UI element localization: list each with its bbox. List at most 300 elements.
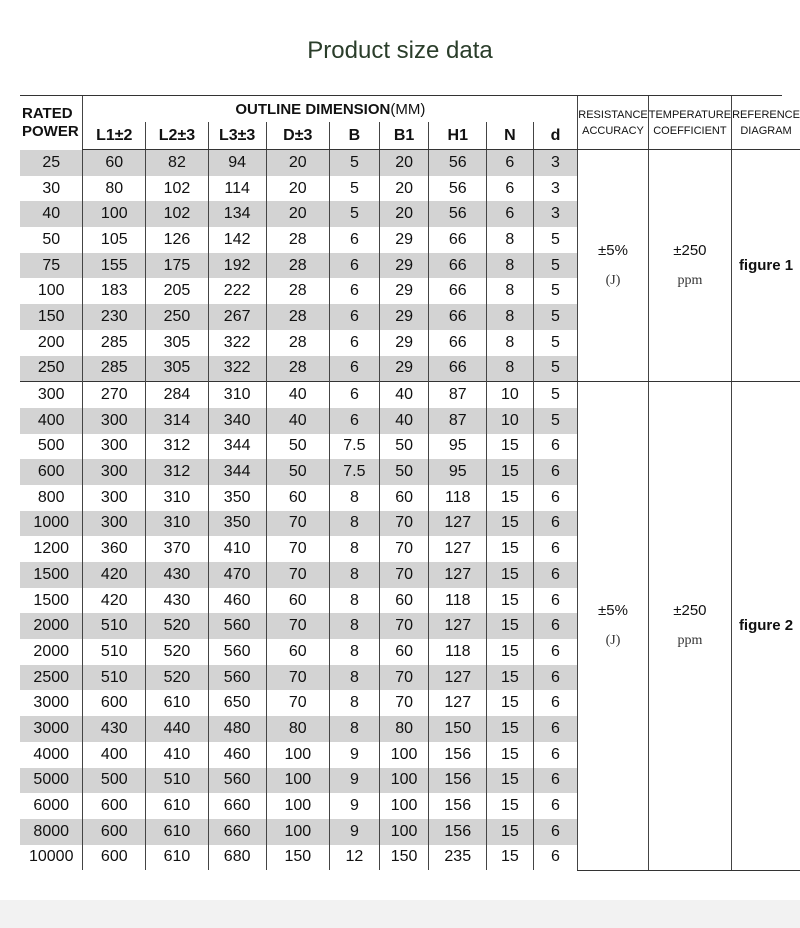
dimension-cell: 29 [379, 278, 429, 304]
rated-power-cell: 30 [42, 179, 61, 197]
dimension-cell: 410 [146, 742, 209, 768]
rated-power-cell: 4000 [33, 745, 70, 763]
dimension-cell: 28 [266, 356, 330, 382]
dimension-cell: 15 [487, 690, 534, 716]
dimension-cell: 9 [330, 742, 380, 768]
rated-power-cell: 10000 [28, 848, 74, 866]
dimension-cell: 300 [83, 459, 146, 485]
rated-power-cell: 2500 [20, 665, 83, 691]
dimension-cell: 127 [429, 536, 487, 562]
dimension-cell: 70 [266, 613, 330, 639]
dimension-cell: 350 [208, 511, 266, 537]
dimension-cell: 230 [83, 304, 146, 330]
dimension-cell: 29 [379, 227, 429, 253]
dimension-cell: 70 [379, 511, 429, 537]
dimension-cell: 100 [266, 768, 330, 794]
dimension-cell: 100 [83, 201, 146, 227]
dimension-cell: 70 [379, 690, 429, 716]
dimension-cell: 400 [83, 742, 146, 768]
dimension-cell: 340 [208, 408, 266, 434]
dimension-cell: 5 [533, 278, 578, 304]
dimension-cell: 6 [533, 511, 578, 537]
column-header: L3±3 [208, 122, 266, 150]
dimension-cell: 8 [487, 227, 534, 253]
dimension-cell: 235 [429, 845, 487, 871]
dimension-cell: 6 [533, 485, 578, 511]
dimension-cell: 94 [208, 150, 266, 176]
dimension-cell: 40 [379, 408, 429, 434]
dimension-cell: 156 [429, 742, 487, 768]
dimension-cell: 15 [487, 819, 534, 845]
rated-power-cell: 40 [20, 201, 83, 227]
dimension-cell: 114 [208, 176, 266, 202]
dimension-cell: 15 [487, 459, 534, 485]
dimension-cell: 127 [429, 665, 487, 691]
reference-diagram-header: REFERENCE DIAGRAM [732, 96, 800, 150]
dimension-cell: 156 [429, 819, 487, 845]
dimension-cell: 20 [379, 176, 429, 202]
dimension-cell: 15 [487, 845, 534, 871]
dimension-cell: 6 [330, 408, 380, 434]
column-header: B [330, 122, 380, 150]
dimension-cell: 20 [266, 201, 330, 227]
dimension-cell: 5 [533, 227, 578, 253]
rated-power-cell: 100 [37, 282, 65, 300]
dimension-cell: 10 [487, 408, 534, 434]
dimension-cell: 82 [146, 150, 209, 176]
dimension-cell: 660 [208, 793, 266, 819]
dimension-cell: 250 [146, 304, 209, 330]
rated-power-cell: 400 [20, 408, 83, 434]
dimension-cell: 66 [429, 304, 487, 330]
dimension-cell: 15 [487, 742, 534, 768]
dimension-cell: 20 [379, 150, 429, 176]
dimension-cell: 6 [330, 330, 380, 356]
dimension-cell: 205 [146, 278, 209, 304]
dimension-cell: 310 [146, 511, 209, 537]
dimension-cell: 10 [487, 382, 534, 408]
dimension-cell: 6 [533, 690, 578, 716]
dimension-cell: 610 [146, 793, 209, 819]
dimension-cell: 95 [429, 459, 487, 485]
dimension-cell: 8 [487, 278, 534, 304]
dimension-cell: 6 [533, 793, 578, 819]
dimension-cell: 560 [208, 639, 266, 665]
dimension-cell: 285 [83, 330, 146, 356]
table-row [20, 150, 800, 176]
dimension-cell: 100 [379, 819, 429, 845]
dimension-cell: 5 [330, 201, 380, 227]
dimension-cell: 70 [379, 613, 429, 639]
dimension-cell: 284 [146, 382, 209, 408]
dimension-cell: 3 [533, 150, 578, 176]
page-title: Product size data [307, 37, 493, 64]
dimension-cell: 60 [266, 485, 330, 511]
dimension-cell: 312 [146, 434, 209, 460]
dimension-cell: 175 [146, 253, 209, 279]
dimension-cell: 29 [379, 253, 429, 279]
dimension-cell: 560 [208, 768, 266, 794]
dimension-cell: 80 [266, 716, 330, 742]
dimension-cell: 8 [487, 330, 534, 356]
dimension-cell: 6 [330, 278, 380, 304]
dimension-cell: 430 [146, 588, 209, 614]
dimension-cell: 70 [379, 665, 429, 691]
dimension-cell: 5 [330, 150, 380, 176]
dimension-cell: 87 [429, 382, 487, 408]
column-header: d [533, 122, 578, 150]
dimension-cell: 6 [533, 845, 578, 871]
dimension-cell: 305 [146, 356, 209, 382]
dimension-cell: 9 [330, 793, 380, 819]
dimension-cell: 6 [533, 562, 578, 588]
dimension-cell: 600 [83, 690, 146, 716]
dimension-cell: 50 [379, 434, 429, 460]
dimension-cell: 3 [533, 176, 578, 202]
dimension-cell: 15 [487, 511, 534, 537]
dimension-cell: 66 [429, 356, 487, 382]
table-row [20, 382, 800, 408]
reference-diagram-cell: figure 2 [732, 382, 800, 871]
dimension-cell: 460 [208, 588, 266, 614]
rated-power-cell: 150 [20, 304, 83, 330]
dimension-cell: 50 [266, 434, 330, 460]
dimension-cell: 118 [429, 588, 487, 614]
dimension-cell: 50 [266, 459, 330, 485]
dimension-cell: 6 [330, 356, 380, 382]
dimension-cell: 600 [83, 793, 146, 819]
dimension-cell: 430 [83, 716, 146, 742]
dimension-cell: 6 [533, 819, 578, 845]
dimension-cell: 15 [487, 562, 534, 588]
dimension-cell: 6 [487, 150, 534, 176]
dimension-cell: 520 [146, 613, 209, 639]
dimension-cell: 7.5 [330, 434, 380, 460]
dimension-cell: 28 [266, 227, 330, 253]
dimension-cell: 126 [146, 227, 209, 253]
dimension-cell: 560 [208, 613, 266, 639]
dimension-cell: 510 [83, 665, 146, 691]
dimension-cell: 8 [330, 588, 380, 614]
column-header: N [487, 122, 534, 150]
rated-power-cell: 300 [20, 382, 83, 408]
resistance-accuracy-cell: ±5% (J) [578, 150, 648, 382]
dimension-cell: 285 [83, 356, 146, 382]
dimension-cell: 410 [208, 536, 266, 562]
dimension-cell: 95 [429, 434, 487, 460]
dimension-cell: 127 [429, 511, 487, 537]
dimension-cell: 8 [330, 690, 380, 716]
column-header: L2±3 [146, 122, 209, 150]
page-bottom-band [0, 900, 800, 928]
rated-power-cell: 2000 [20, 613, 83, 639]
dimension-cell: 15 [487, 716, 534, 742]
dimension-cell: 150 [379, 845, 429, 871]
dimension-cell: 370 [146, 536, 209, 562]
dimension-cell: 9 [330, 819, 380, 845]
dimension-cell: 3 [533, 201, 578, 227]
dimension-cell: 100 [379, 793, 429, 819]
dimension-cell: 600 [83, 845, 146, 871]
dimension-cell: 28 [266, 253, 330, 279]
rated-power-cell: 1200 [33, 540, 70, 558]
dimension-cell: 15 [487, 613, 534, 639]
dimension-cell: 270 [83, 382, 146, 408]
resistance-accuracy-header: RESISTANCE ACCURACY [578, 96, 648, 150]
dimension-cell: 142 [208, 227, 266, 253]
rated-power-cell: 5000 [20, 768, 83, 794]
dimension-cell: 127 [429, 690, 487, 716]
product-size-table [20, 96, 800, 871]
dimension-cell: 15 [487, 665, 534, 691]
rated-power-cell: 8000 [20, 819, 83, 845]
dimension-cell: 314 [146, 408, 209, 434]
dimension-cell: 650 [208, 690, 266, 716]
dimension-cell: 28 [266, 304, 330, 330]
dimension-cell: 322 [208, 356, 266, 382]
dimension-cell: 156 [429, 768, 487, 794]
dimension-cell: 6 [330, 304, 380, 330]
dimension-cell: 500 [83, 768, 146, 794]
dimension-cell: 28 [266, 330, 330, 356]
dimension-cell: 600 [83, 819, 146, 845]
dimension-cell: 8 [330, 613, 380, 639]
dimension-cell: 87 [429, 408, 487, 434]
dimension-cell: 118 [429, 485, 487, 511]
dimension-cell: 6 [533, 588, 578, 614]
dimension-cell: 12 [330, 845, 380, 871]
dimension-cell: 66 [429, 330, 487, 356]
dimension-cell: 20 [379, 201, 429, 227]
dimension-cell: 344 [208, 459, 266, 485]
dimension-cell: 56 [429, 201, 487, 227]
reference-diagram-cell: figure 1 [732, 150, 800, 382]
dimension-cell: 156 [429, 793, 487, 819]
dimension-cell: 300 [83, 434, 146, 460]
dimension-cell: 118 [429, 639, 487, 665]
rated-power-cell: 500 [37, 437, 65, 455]
rated-power-cell: 75 [20, 253, 83, 279]
temperature-coefficient-header: TEMPERATURE COEFFICIENT [648, 96, 731, 150]
dimension-cell: 6 [330, 382, 380, 408]
rated-power-cell: 1000 [20, 511, 83, 537]
dimension-cell: 15 [487, 793, 534, 819]
rated-power-cell: 3000 [20, 716, 83, 742]
dimension-cell: 80 [83, 176, 146, 202]
resistance-accuracy-cell: ±5% (J) [578, 382, 648, 871]
dimension-cell: 8 [330, 665, 380, 691]
dimension-cell: 60 [379, 639, 429, 665]
dimension-cell: 6 [533, 613, 578, 639]
dimension-cell: 8 [330, 536, 380, 562]
dimension-cell: 102 [146, 201, 209, 227]
column-header: D±3 [266, 122, 330, 150]
dimension-cell: 5 [533, 253, 578, 279]
dimension-cell: 127 [429, 562, 487, 588]
dimension-cell: 610 [146, 819, 209, 845]
dimension-cell: 20 [266, 176, 330, 202]
dimension-cell: 310 [208, 382, 266, 408]
rated-power-cell: 200 [37, 333, 65, 351]
dimension-cell: 20 [266, 150, 330, 176]
outline-dimension-header: OUTLINE DIMENSION(MM) [83, 96, 578, 122]
dimension-cell: 150 [429, 716, 487, 742]
dimension-cell: 5 [533, 304, 578, 330]
temperature-coefficient-cell: ±250 ppm [648, 150, 731, 382]
dimension-cell: 100 [266, 819, 330, 845]
dimension-cell: 100 [266, 793, 330, 819]
dimension-cell: 80 [379, 716, 429, 742]
dimension-cell: 6 [487, 201, 534, 227]
dimension-cell: 6 [533, 742, 578, 768]
dimension-cell: 6 [330, 253, 380, 279]
dimension-cell: 29 [379, 304, 429, 330]
dimension-cell: 15 [487, 434, 534, 460]
dimension-cell: 430 [146, 562, 209, 588]
dimension-cell: 8 [330, 511, 380, 537]
rated-power-cell: 2000 [33, 642, 70, 660]
dimension-cell: 5 [330, 176, 380, 202]
rated-power-cell: 6000 [33, 797, 70, 815]
dimension-cell: 40 [379, 382, 429, 408]
dimension-cell: 300 [83, 511, 146, 537]
dimension-cell: 420 [83, 562, 146, 588]
rated-power-cell: 1500 [33, 591, 70, 609]
dimension-cell: 660 [208, 819, 266, 845]
column-header: H1 [429, 122, 487, 150]
column-header: L1±2 [83, 122, 146, 150]
dimension-cell: 6 [533, 434, 578, 460]
dimension-cell: 70 [266, 536, 330, 562]
rated-power-cell: 25 [20, 150, 83, 176]
dimension-cell: 300 [83, 408, 146, 434]
dimension-cell: 70 [266, 690, 330, 716]
rated-power-cell: 1500 [20, 562, 83, 588]
dimension-cell: 102 [146, 176, 209, 202]
dimension-cell: 360 [83, 536, 146, 562]
dimension-cell: 440 [146, 716, 209, 742]
dimension-cell: 310 [146, 485, 209, 511]
dimension-cell: 8 [330, 639, 380, 665]
dimension-cell: 5 [533, 356, 578, 382]
dimension-cell: 105 [83, 227, 146, 253]
temperature-coefficient-cell: ±250 ppm [648, 382, 731, 871]
dimension-cell: 6 [533, 716, 578, 742]
dimension-cell: 322 [208, 330, 266, 356]
rated-power-cell: 3000 [33, 694, 70, 712]
dimension-cell: 680 [208, 845, 266, 871]
dimension-cell: 350 [208, 485, 266, 511]
dimension-cell: 480 [208, 716, 266, 742]
dimension-cell: 70 [266, 562, 330, 588]
dimension-cell: 460 [208, 742, 266, 768]
dimension-cell: 300 [83, 485, 146, 511]
dimension-cell: 510 [83, 613, 146, 639]
dimension-cell: 6 [487, 176, 534, 202]
dimension-cell: 28 [266, 278, 330, 304]
dimension-cell: 7.5 [330, 459, 380, 485]
dimension-cell: 520 [146, 665, 209, 691]
dimension-cell: 134 [208, 201, 266, 227]
dimension-cell: 344 [208, 434, 266, 460]
dimension-cell: 6 [533, 639, 578, 665]
dimension-cell: 510 [146, 768, 209, 794]
dimension-cell: 8 [487, 304, 534, 330]
dimension-cell: 610 [146, 690, 209, 716]
dimension-cell: 15 [487, 588, 534, 614]
rated-power-cell: 600 [20, 459, 83, 485]
dimension-cell: 6 [533, 459, 578, 485]
dimension-cell: 470 [208, 562, 266, 588]
dimension-cell: 6 [533, 536, 578, 562]
dimension-cell: 15 [487, 768, 534, 794]
dimension-cell: 420 [83, 588, 146, 614]
dimension-cell: 8 [330, 716, 380, 742]
dimension-cell: 60 [83, 150, 146, 176]
dimension-cell: 29 [379, 356, 429, 382]
dimension-cell: 29 [379, 330, 429, 356]
rated-power-cell: 800 [37, 488, 65, 506]
dimension-cell: 50 [379, 459, 429, 485]
column-header: B1 [379, 122, 429, 150]
dimension-cell: 222 [208, 278, 266, 304]
dimension-cell: 40 [266, 408, 330, 434]
dimension-cell: 267 [208, 304, 266, 330]
dimension-cell: 5 [533, 408, 578, 434]
dimension-cell: 15 [487, 485, 534, 511]
dimension-cell: 70 [379, 562, 429, 588]
dimension-cell: 40 [266, 382, 330, 408]
dimension-cell: 150 [266, 845, 330, 871]
rated-power-header: RATED POWER [22, 104, 79, 140]
dimension-cell: 312 [146, 459, 209, 485]
dimension-cell: 127 [429, 613, 487, 639]
dimension-cell: 5 [533, 330, 578, 356]
dimension-cell: 610 [146, 845, 209, 871]
dimension-cell: 100 [266, 742, 330, 768]
dimension-cell: 6 [330, 227, 380, 253]
dimension-cell: 60 [379, 588, 429, 614]
dimension-cell: 8 [330, 485, 380, 511]
dimension-cell: 560 [208, 665, 266, 691]
dimension-cell: 183 [83, 278, 146, 304]
dimension-cell: 70 [266, 511, 330, 537]
dimension-cell: 66 [429, 253, 487, 279]
dimension-cell: 100 [379, 742, 429, 768]
dimension-cell: 60 [266, 639, 330, 665]
dimension-cell: 70 [266, 665, 330, 691]
dimension-cell: 6 [533, 665, 578, 691]
dimension-cell: 5 [533, 382, 578, 408]
dimension-cell: 56 [429, 150, 487, 176]
dimension-cell: 15 [487, 639, 534, 665]
dimension-cell: 510 [83, 639, 146, 665]
dimension-cell: 8 [487, 356, 534, 382]
dimension-cell: 70 [379, 536, 429, 562]
dimension-cell: 155 [83, 253, 146, 279]
dimension-cell: 60 [266, 588, 330, 614]
rated-power-cell: 50 [42, 230, 61, 248]
dimension-cell: 56 [429, 176, 487, 202]
dimension-cell: 60 [379, 485, 429, 511]
dimension-cell: 520 [146, 639, 209, 665]
dimension-cell: 6 [533, 768, 578, 794]
dimension-cell: 15 [487, 536, 534, 562]
rated-power-cell: 250 [20, 356, 83, 382]
dimension-cell: 192 [208, 253, 266, 279]
dimension-cell: 100 [379, 768, 429, 794]
dimension-cell: 66 [429, 278, 487, 304]
